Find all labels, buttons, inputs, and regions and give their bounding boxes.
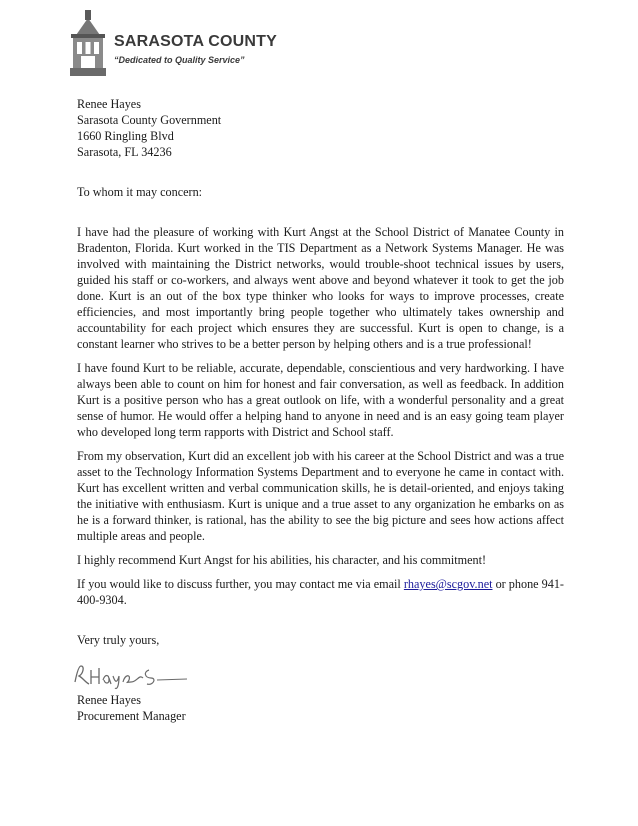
sender-street: 1660 Ringling Blvd: [77, 129, 174, 143]
paragraph-4: I highly recommend Kurt Angst for his abilities, his character, and his commitment!: [77, 553, 487, 567]
salutation: To whom it may concern:: [77, 185, 203, 199]
paragraph-2: I have found Kurt to be reliable, accurate, dependable, conscientious and very hardworking. I have always been able to count on him for honest and fair conversation, as well as feedback. In addition Kurt is a positive person who has a great outlook on life, with a wonderful personality and a great sense of humor. He would offer a helping hand to anyone in need and is an easy going team player who developed long term rapports with District and School staff.: [77, 361, 564, 439]
sender-city: Sarasota, FL 34236: [77, 145, 172, 159]
handwritten-signature: [71, 656, 191, 692]
org-tagline: “Dedicated to Quality Service”: [114, 55, 245, 65]
contact-text-before: If you would like to discuss further, you may contact me via email: [77, 577, 404, 591]
sender-org: Sarasota County Government: [77, 113, 222, 127]
sender-name: Renee Hayes: [77, 97, 141, 111]
signer-name: Renee Hayes: [77, 693, 141, 707]
paragraph-1: I have had the pleasure of working with Kurt Angst at the School District of Manatee County in Bradenton, Florida. Kurt worked in the TIS Department as a Network Systems Manager. He was involved with maintaining the District networks, would trouble-shoot technical issues by users, guided his staff or co-workers, and always went above and beyond whatever it took to get the job done. Kurt is an out of the box type thinker who looks for ways to improve processes, create efficiencies, and most importantly bring people together who ultimately takes ownership and accountability for each project which ensures they are successful. Kurt is open to change, is a constant learner who strives to be a better person by helping others and is a true professional!: [77, 225, 564, 351]
sender-address: [77, 96, 564, 160]
signer-title: Procurement Manager: [77, 709, 186, 723]
letter-body: [77, 96, 564, 724]
closing: Very truly yours,: [77, 633, 160, 647]
org-name: SARASOTA COUNTY: [114, 33, 277, 50]
email-link[interactable]: rhayes@scgov.net: [403, 577, 493, 591]
contact-text-after: or phone 941-400-9304.: [77, 577, 564, 607]
paragraph-3: From my observation, Kurt did an excellent job with his career at the School District and was a true asset to the Technology Information Systems Department and to everyone he came in contact with. Kurt has excellent written and verbal communication skills, he is detail-oriented, and enjoys taking the initiative with enthusiasm. Kurt is unique and a true asset to any organization he embarks on as he is a forward thinker, is rational, has the ability to see the big picture and sees how actions affect multiple areas and people.: [77, 449, 564, 543]
letterhead: [68, 8, 298, 80]
county-seal-logo: [68, 8, 108, 78]
contact-paragraph: [77, 576, 564, 608]
